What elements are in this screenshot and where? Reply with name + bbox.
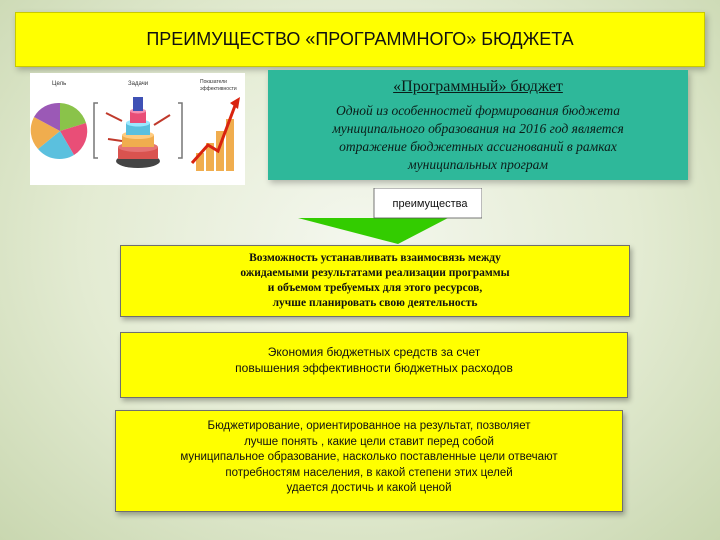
advantage-line: лучше понять , какие цели ставит перед собой	[244, 435, 494, 448]
program-budget-line: отражение бюджетных ассигнований в рамках	[339, 139, 617, 154]
advantage-line: потребностям населения, в какой степени этих целей	[225, 466, 513, 479]
program-budget-text	[268, 102, 688, 174]
page-title	[15, 12, 705, 67]
growth-chart-icon	[192, 97, 240, 171]
advantage-line: Возможность устанавливать взаимосвязь между	[249, 252, 501, 264]
program-budget-line: муниципального образования на 2016 год является	[332, 121, 624, 136]
program-budget-line: муниципальных програм	[408, 157, 548, 172]
illus-label-indicators: Показатели эффективности	[200, 79, 237, 92]
pie-chart-icon	[31, 103, 88, 159]
down-arrow-icon	[298, 188, 482, 244]
advantage-line: лучше планировать свою деятельность	[272, 297, 478, 309]
page-title-text: ПРЕИМУЩЕСТВО «ПРОГРАММНОГО» БЮДЖЕТА	[146, 29, 574, 49]
advantage-line: удается достичь и какой ценой	[286, 482, 452, 494]
budget-illustration	[30, 73, 245, 185]
advantage-box-1	[120, 245, 630, 317]
advantage-line: ожидаемыми результатами реализации программы	[240, 267, 510, 279]
program-budget-heading: «Программный» бюджет	[393, 78, 563, 95]
program-budget-box	[268, 70, 688, 180]
illus-label-tasks: Задачи	[128, 81, 149, 87]
advantage-line: муниципальное образование, насколько поставленные цели отвечают	[180, 451, 558, 463]
program-budget-line: Одной из особенностей формирования бюджета	[335, 103, 620, 118]
advantage-line: Бюджетирование, ориентированное на результат, позволяет	[207, 420, 531, 432]
advantage-line: повышения эффективности бюджетных расходов	[235, 361, 513, 375]
disc-pyramid-icon	[106, 97, 170, 168]
advantage-line: Экономия бюджетных средств за счет	[267, 345, 481, 359]
illus-label-goals: Цель	[52, 81, 67, 87]
advantage-line: и объемом требуемых для этого ресурсов,	[267, 282, 483, 294]
advantage-box-2	[120, 332, 628, 398]
advantage-box-3	[115, 410, 623, 512]
advantages-label: преимущества	[392, 198, 468, 210]
